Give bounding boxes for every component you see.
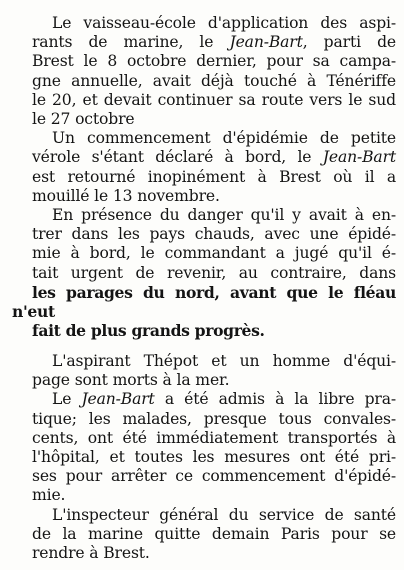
text-run: a été admis à la libre pra- xyxy=(154,390,396,409)
text-line: Un commencement d'épidémie de petite xyxy=(52,129,396,148)
text-line: rendre à Brest. xyxy=(32,544,150,563)
paragraph-pratique xyxy=(12,390,396,505)
text-run: vérole s'étant déclaré à bord, le xyxy=(32,148,323,167)
text-line: tique; les malades, presque tous convales- xyxy=(32,409,396,428)
text-line: le 20, et devait continuer sa route vers le sud xyxy=(32,90,396,109)
text-line: gne annuelle, avait déjà touché à Ténériffe xyxy=(32,71,396,90)
text-line: les parages du nord, avant que le fléau n'eut xyxy=(12,282,396,322)
text-line: Le vaisseau-école d'application des aspi- xyxy=(52,14,396,32)
text-line: de la marine quitte demain Paris pour se xyxy=(32,524,396,543)
text-line: l'hôpital, et toutes les mesures ont été pri- xyxy=(32,448,396,467)
text-run: Le xyxy=(52,390,82,409)
paragraph-epidemic xyxy=(12,129,396,206)
text-line: page sont morts à la mer. xyxy=(32,371,230,390)
paragraph-danger xyxy=(12,206,396,340)
paragraph-deaths xyxy=(12,352,396,390)
ship-name: Jean-Bart xyxy=(229,33,303,52)
paragraph-departure xyxy=(12,14,396,129)
text-line: L'inspecteur général du service de santé xyxy=(52,505,396,524)
paragraph-inspector xyxy=(12,506,396,564)
text-line: fait de plus grands progrès. xyxy=(32,321,265,341)
ship-name: Jean-Bart xyxy=(322,148,396,167)
text-line xyxy=(12,33,396,52)
article-block-top xyxy=(12,14,396,340)
text-line: mouillé le 13 novembre. xyxy=(32,186,220,205)
text-line: mie à bord, le commandant a jugé qu'il é- xyxy=(32,244,396,263)
text-line: En présence du danger qu'il y avait à en- xyxy=(52,206,396,225)
article-block-bottom xyxy=(12,352,396,563)
text-line: Brest le 8 octobre dernier, pour sa campa- xyxy=(32,52,396,71)
text-line: cents, ont été immédiatement transportés à xyxy=(32,428,396,447)
text-run: rants de marine, le xyxy=(32,33,230,52)
ship-name: Jean-Bart xyxy=(81,390,155,409)
text-line: tait urgent de revenir, au contraire, dans xyxy=(32,263,396,282)
text-line xyxy=(12,390,396,409)
text-run: , parti de xyxy=(302,33,396,52)
text-line: trer dans les pays chauds, avec une épidé- xyxy=(32,225,396,244)
text-line: L'aspirant Thépot et un homme d'équi- xyxy=(52,352,396,370)
text-line: mie. xyxy=(32,486,66,505)
text-line: ses pour arrêter ce commencement d'épidé- xyxy=(32,467,396,486)
text-line: est retourné inopinément à Brest où il a xyxy=(32,167,396,186)
text-line xyxy=(12,148,396,167)
text-line: le 27 octobre xyxy=(32,110,135,129)
